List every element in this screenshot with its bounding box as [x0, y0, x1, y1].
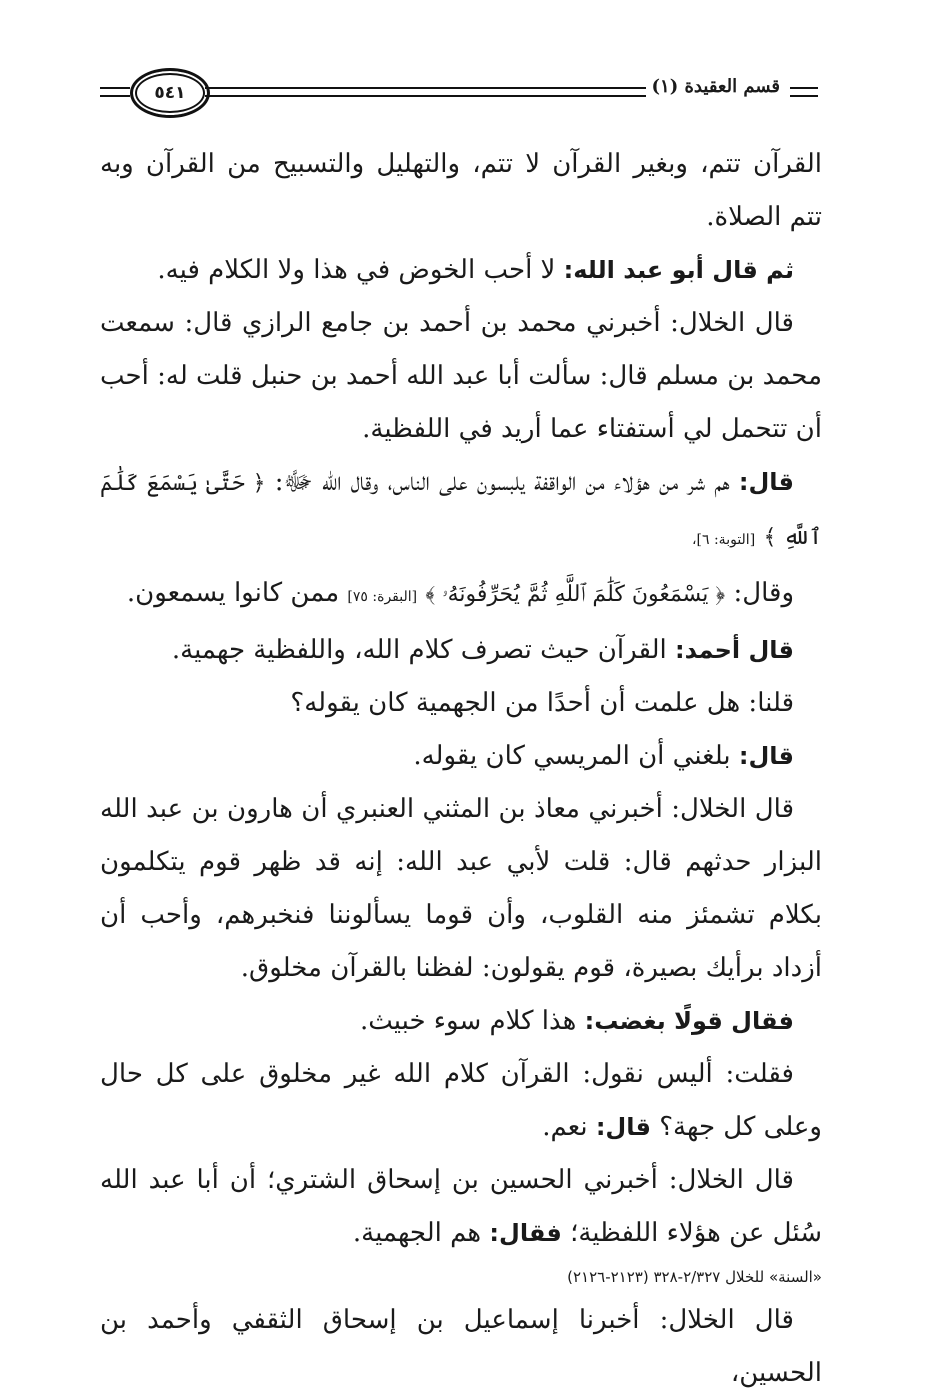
paragraph: [100, 1154, 822, 1260]
header-rule: [790, 87, 818, 97]
paragraph-text: ممن كانوا يسمعون.: [126, 578, 340, 608]
paragraph-text: هذا كلام سوء خبيث.: [359, 1006, 577, 1036]
paragraph: [100, 138, 822, 244]
paragraph: [100, 244, 822, 297]
speaker-label: فقال قولًا بغضب:: [584, 1007, 794, 1035]
paragraph-text: لا أحب الخوض في هذا ولا الكلام فيه.: [157, 255, 556, 285]
page-header: [100, 68, 818, 116]
paragraph-text: هم شر من هؤلاء من الواقفة يلبسون على الناس، وقال الله ﷻ:: [274, 467, 730, 497]
verse-reference: [البقرة: ٧٥]: [347, 589, 418, 605]
paragraph: [100, 297, 822, 456]
paragraph-text: وقال:: [733, 578, 794, 608]
verse-reference: [التوبة: ٦]،: [692, 532, 756, 548]
paragraph-text: قال الخلال: أخبرنا إسماعيل بن إسحاق الثقفي وأحمد بن الحسين،: [100, 1305, 822, 1388]
paragraph: [100, 677, 822, 730]
page-number: ٥٤١: [154, 83, 186, 103]
page-number-badge: [130, 68, 210, 118]
speaker-label: ثم قال أبو عبد الله:: [563, 256, 794, 284]
quran-verse: ﴿ يَسْمَعُونَ كَلَٰمَ ٱللَّهِ ثُمَّ يُحَرِّفُونَهُۥ ﴾: [425, 582, 726, 607]
paragraph: [100, 456, 822, 567]
paragraph: [100, 567, 822, 624]
paragraph-text: القرآن حيث تصرف كلام الله، واللفظية جهمية.: [171, 635, 667, 665]
speaker-label: قال أحمد:: [675, 636, 794, 664]
speaker-label: قال:: [738, 742, 794, 770]
paragraph: [100, 783, 822, 995]
speaker-label: قال:: [595, 1113, 651, 1141]
page-body: [100, 138, 822, 1400]
paragraph-text: قال الخلال: أخبرني معاذ بن المثني العنبري أن هارون بن عبد الله البزار حدثهم قال: قلت لأبي عبد الله: إنه قد ظهر قوم يتكلمون بكلام تشمئز منه القلوب، وأن قوما يسألوننا فنخبرهم، وأحب أن أزداد برأيك بصيرة، قوم يقولون: لفظنا بالقرآن مخلوق.: [100, 794, 822, 983]
paragraph-text: قلنا: هل علمت أن أحدًا من الجهمية كان يقوله؟: [290, 688, 794, 718]
paragraph-text: هم الجهمية.: [352, 1218, 482, 1248]
paragraph-text: القرآن تتم، وبغير القرآن لا تتم، والتهليل والتسبيح من القرآن وبه تتم الصلاة.: [100, 149, 822, 232]
paragraph: [100, 1048, 822, 1154]
speaker-label: قال:: [738, 468, 795, 496]
paragraph-text: نعم.: [542, 1112, 588, 1142]
source-citation: «السنة» للخلال ٢/٣٢٧-٣٢٨ (٢١٢٣-٢١٢٦): [567, 1268, 822, 1286]
header-rule: [100, 87, 130, 97]
paragraph: [100, 1294, 822, 1400]
speaker-label: فقال:: [489, 1219, 562, 1247]
paragraph-text: فقلت: أليس نقول: القرآن كلام الله غير مخلوق على كل حال وعلى كل جهة؟: [100, 1059, 822, 1142]
paragraph: [100, 995, 822, 1048]
quran-verse: ﴿ حَتَّىٰ يَسْمَعَ كَلَٰمَ ٱللَّهِ ﴾: [100, 471, 822, 550]
paragraph: [100, 730, 822, 783]
paragraph-text: قال الخلال: أخبرني الحسين بن إسحاق الشتري؛ أن أبا عبد الله سُئل عن هؤلاء اللفظية؛: [100, 1165, 822, 1248]
section-title: قسم العقيدة (١): [646, 76, 786, 97]
paragraph-text: قال الخلال: أخبرني محمد بن أحمد بن جامع الرازي قال: سمعت محمد بن مسلم قال: سألت أبا عبد الله أحمد بن حنبل قلت له: أحب أن تتحمل لي أستفتاء عما أريد في اللفظية.: [100, 308, 822, 444]
paragraph-text: بلغني أن المريسي كان يقوله.: [413, 741, 731, 771]
paragraph: [100, 624, 822, 677]
